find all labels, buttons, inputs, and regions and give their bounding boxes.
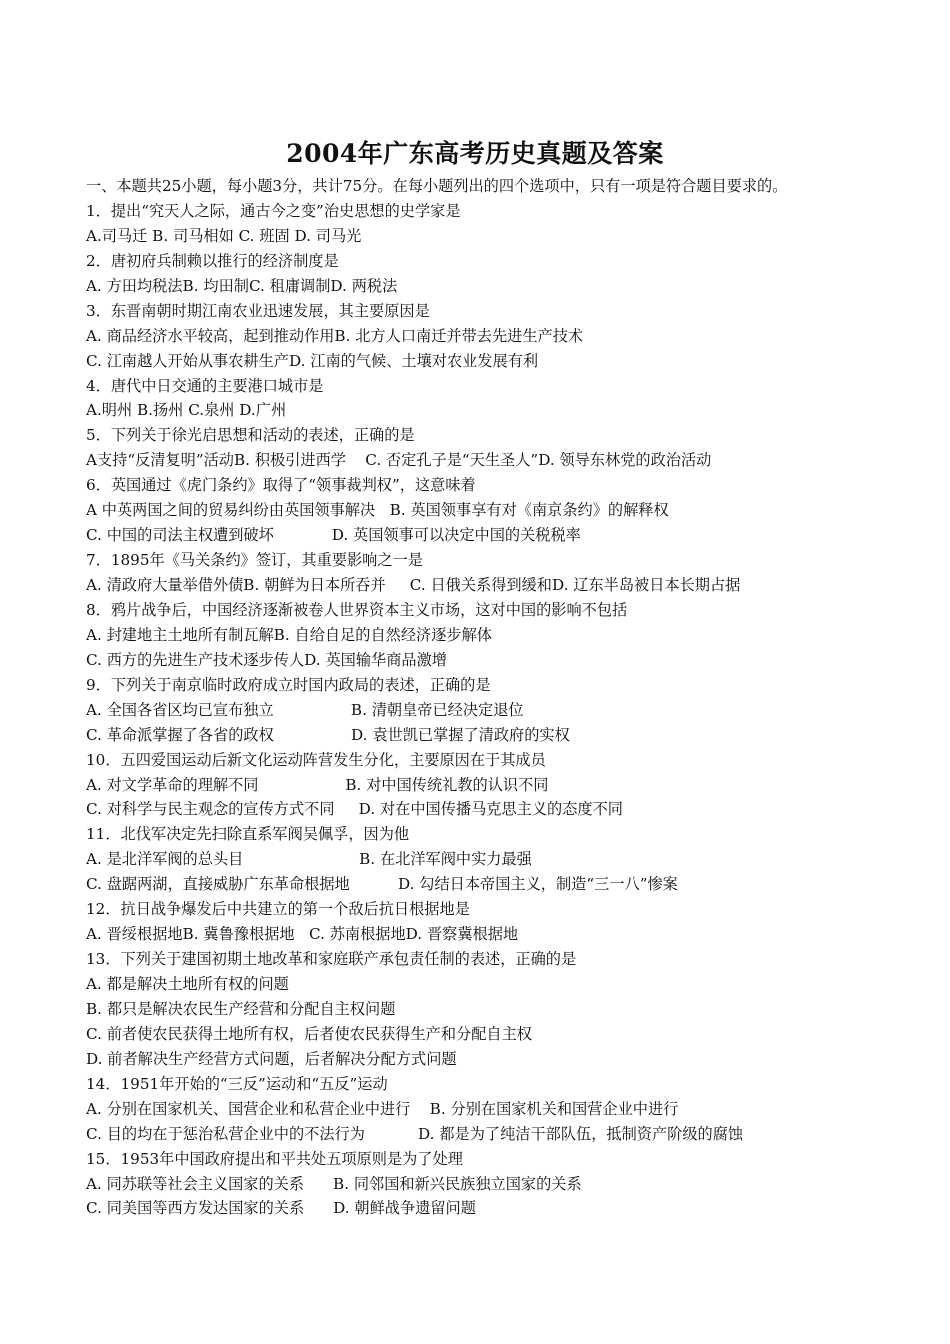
exam-line-text: D. 前者解决生产经营方式问题，后者解决分配方式问题 <box>86 1049 457 1068</box>
exam-line <box>86 498 876 523</box>
exam-line <box>86 947 876 972</box>
exam-line-text: 9．下列关于南京临时政府成立时国内政局的表述，正确的是 <box>86 675 491 694</box>
exam-line-text: A. 对文学革命的理解不同 B. 对中国传统礼教的认识不同 <box>86 775 549 794</box>
exam-line-text: 13．下列关于建国初期土地改革和家庭联产承包责任制的表述，正确的是 <box>86 950 577 969</box>
exam-line-text: A支持“反清复明”活动B. 积极引进西学 C. 否定孔子是“天生圣人”D. 领导东林党的政治活动 <box>86 451 712 470</box>
exam-line-text: A. 方田均税法B. 均田制C. 租庸调制D. 两税法 <box>86 276 398 295</box>
exam-line-text: 7．1895年《马关条约》签订，其重要影响之一是 <box>86 551 423 570</box>
exam-line <box>86 648 876 673</box>
exam-line <box>86 374 876 399</box>
exam-line-text: C. 西方的先进生产技术逐步传人D. 英国输华商品激增 <box>86 650 447 669</box>
exam-line-text: 6．英国通过《虎门条约》取得了“领事裁判权”，这意味着 <box>86 476 476 495</box>
exam-line-text: A.司马迁 B. 司马相如 C. 班固 D. 司马光 <box>86 226 362 245</box>
exam-line <box>86 797 876 822</box>
exam-line-text: A. 同苏联等社会主义国家的关系 B. 同邻国和新兴民族独立国家的关系 <box>86 1174 582 1193</box>
exam-line <box>86 997 876 1022</box>
exam-line <box>86 398 876 423</box>
exam-line-text: 2．唐初府兵制赖以推行的经济制度是 <box>86 251 339 270</box>
exam-line <box>86 673 876 698</box>
exam-line-text: 8．鸦片战争后，中国经济逐渐被卷人世界资本主义市场，这对中国的影响不包括 <box>86 600 628 619</box>
exam-line <box>86 872 876 897</box>
exam-body <box>86 174 876 1221</box>
exam-line <box>86 249 876 274</box>
exam-line <box>86 224 876 249</box>
exam-line-text: 10．五四爱国运动后新文化运动阵营发生分化，主要原因在于其成员 <box>86 750 546 769</box>
exam-line-text: C. 江南越人开始从事农耕生产D. 江南的气候、土壤对农业发展有利 <box>86 351 539 370</box>
exam-line-text: C. 对科学与民主观念的宣传方式不同 D. 对在中国传播马克思主义的态度不同 <box>86 800 623 819</box>
exam-line-text: C. 目的均在于惩治私营企业中的不法行为 D. 都是为了纯洁干部队伍，抵制资产阶级的腐蚀 <box>86 1124 744 1143</box>
exam-line-text: A. 分别在国家机关、国营企业和私营企业中进行 B. 分别在国家机关和国营企业中进行 <box>86 1099 679 1118</box>
exam-line <box>86 822 876 847</box>
exam-line <box>86 972 876 997</box>
exam-line <box>86 548 876 573</box>
exam-line-text: C. 盘踞两湖，直接威胁广东革命根据地 D. 勾结日本帝国主义，制造“三一八”惨案 <box>86 875 678 894</box>
exam-line <box>86 773 876 798</box>
exam-line <box>86 523 876 548</box>
exam-line-text: A.明州 B.扬州 C.泉州 D.广州 <box>86 401 287 420</box>
exam-line-text: A 中英两国之间的贸易纠纷由英国领事解决 B. 英国领事享有对《南京条约》的解释权 <box>86 501 669 520</box>
exam-line <box>86 324 876 349</box>
exam-line-text: 15．1953年中国政府提出和平共处五项原则是为了处理 <box>86 1149 463 1168</box>
exam-line-text: A. 都是解决土地所有权的问题 <box>86 975 289 993</box>
exam-line-text: 3．东晋南朝时期江南农业迅速发展，其主要原因是 <box>86 301 430 320</box>
exam-line <box>86 1072 876 1097</box>
exam-line-text: 一、本题共25小题，每小题3分，共计75分。在每小题列出的四个选项中，只有一项是符合题目要求的。 <box>86 177 788 195</box>
section-instruction <box>86 174 876 199</box>
exam-line-text: C. 革命派掌握了各省的政权 D. 袁世凯已掌握了清政府的实权 <box>86 725 570 744</box>
exam-line <box>86 423 876 448</box>
exam-line <box>86 723 876 748</box>
exam-line-text: C. 前者使农民获得土地所有权，后者使农民获得生产和分配自主权 <box>86 1024 532 1043</box>
exam-line <box>86 1196 876 1221</box>
exam-line-text: C. 中国的司法主权遭到破坏 D. 英国领事可以决定中国的关税税率 <box>86 526 581 545</box>
exam-line <box>86 1172 876 1197</box>
exam-line <box>86 1147 876 1172</box>
exam-line-text: 4．唐代中日交通的主要港口城市是 <box>86 376 324 395</box>
exam-line-text: C. 同美国等西方发达国家的关系 D. 朝鲜战争遗留问题 <box>86 1199 476 1218</box>
exam-line-text: 12．抗日战争爆发后中共建立的第一个敌后抗日根据地是 <box>86 900 470 919</box>
exam-line-text: A. 封建地主土地所有制瓦解B. 自给自足的自然经济逐步解体 <box>86 625 492 644</box>
exam-line <box>86 1097 876 1122</box>
exam-line <box>86 623 876 648</box>
exam-line-text: A. 商品经济水平较高，起到推动作用B. 北方人口南迁并带去先进生产技术 <box>86 326 584 345</box>
exam-line-text: 11．北伐军决定先扫除直系军阀吴佩孚，因为他 <box>86 825 410 844</box>
exam-line-text: A. 是北洋军阀的总头目 B. 在北洋军阀中实力最强 <box>86 850 532 869</box>
exam-line <box>86 473 876 498</box>
exam-line-text: A. 晋绥根据地B. 冀鲁豫根据地 C. 苏南根据地D. 晋察冀根据地 <box>86 925 519 944</box>
exam-line-text: A. 清政府大量举借外债B. 朝鲜为日本所吞并 C. 日俄关系得到缓和D. 辽东半岛被日本长期占据 <box>86 576 741 594</box>
exam-line-text: A. 全国各省区均已宣布独立 B. 清朝皇帝已经决定退位 <box>86 700 524 719</box>
exam-line <box>86 698 876 723</box>
exam-line <box>86 349 876 374</box>
exam-line <box>86 1022 876 1047</box>
exam-line <box>86 598 876 623</box>
page-title: 2004年广东高考历史真题及答案 <box>286 139 664 168</box>
exam-line-text: 14．1951年开始的“三反”运动和“五反”运动 <box>86 1074 388 1093</box>
exam-line <box>86 573 876 598</box>
exam-line <box>86 922 876 947</box>
exam-line-text: 1．提出“究天人之际，通古今之变”治史思想的史学家是 <box>86 201 461 220</box>
exam-line <box>86 748 876 773</box>
exam-line <box>86 299 876 324</box>
exam-line <box>86 847 876 872</box>
exam-line <box>86 1047 876 1072</box>
exam-line <box>86 448 876 473</box>
exam-line-text: B. 都只是解决农民生产经营和分配自主权问题 <box>86 999 396 1018</box>
exam-line <box>86 1122 876 1147</box>
exam-line <box>86 274 876 299</box>
exam-line-text: 5．下列关于徐光启思想和活动的表述，正确的是 <box>86 426 415 445</box>
exam-line <box>86 897 876 922</box>
exam-line <box>86 199 876 224</box>
